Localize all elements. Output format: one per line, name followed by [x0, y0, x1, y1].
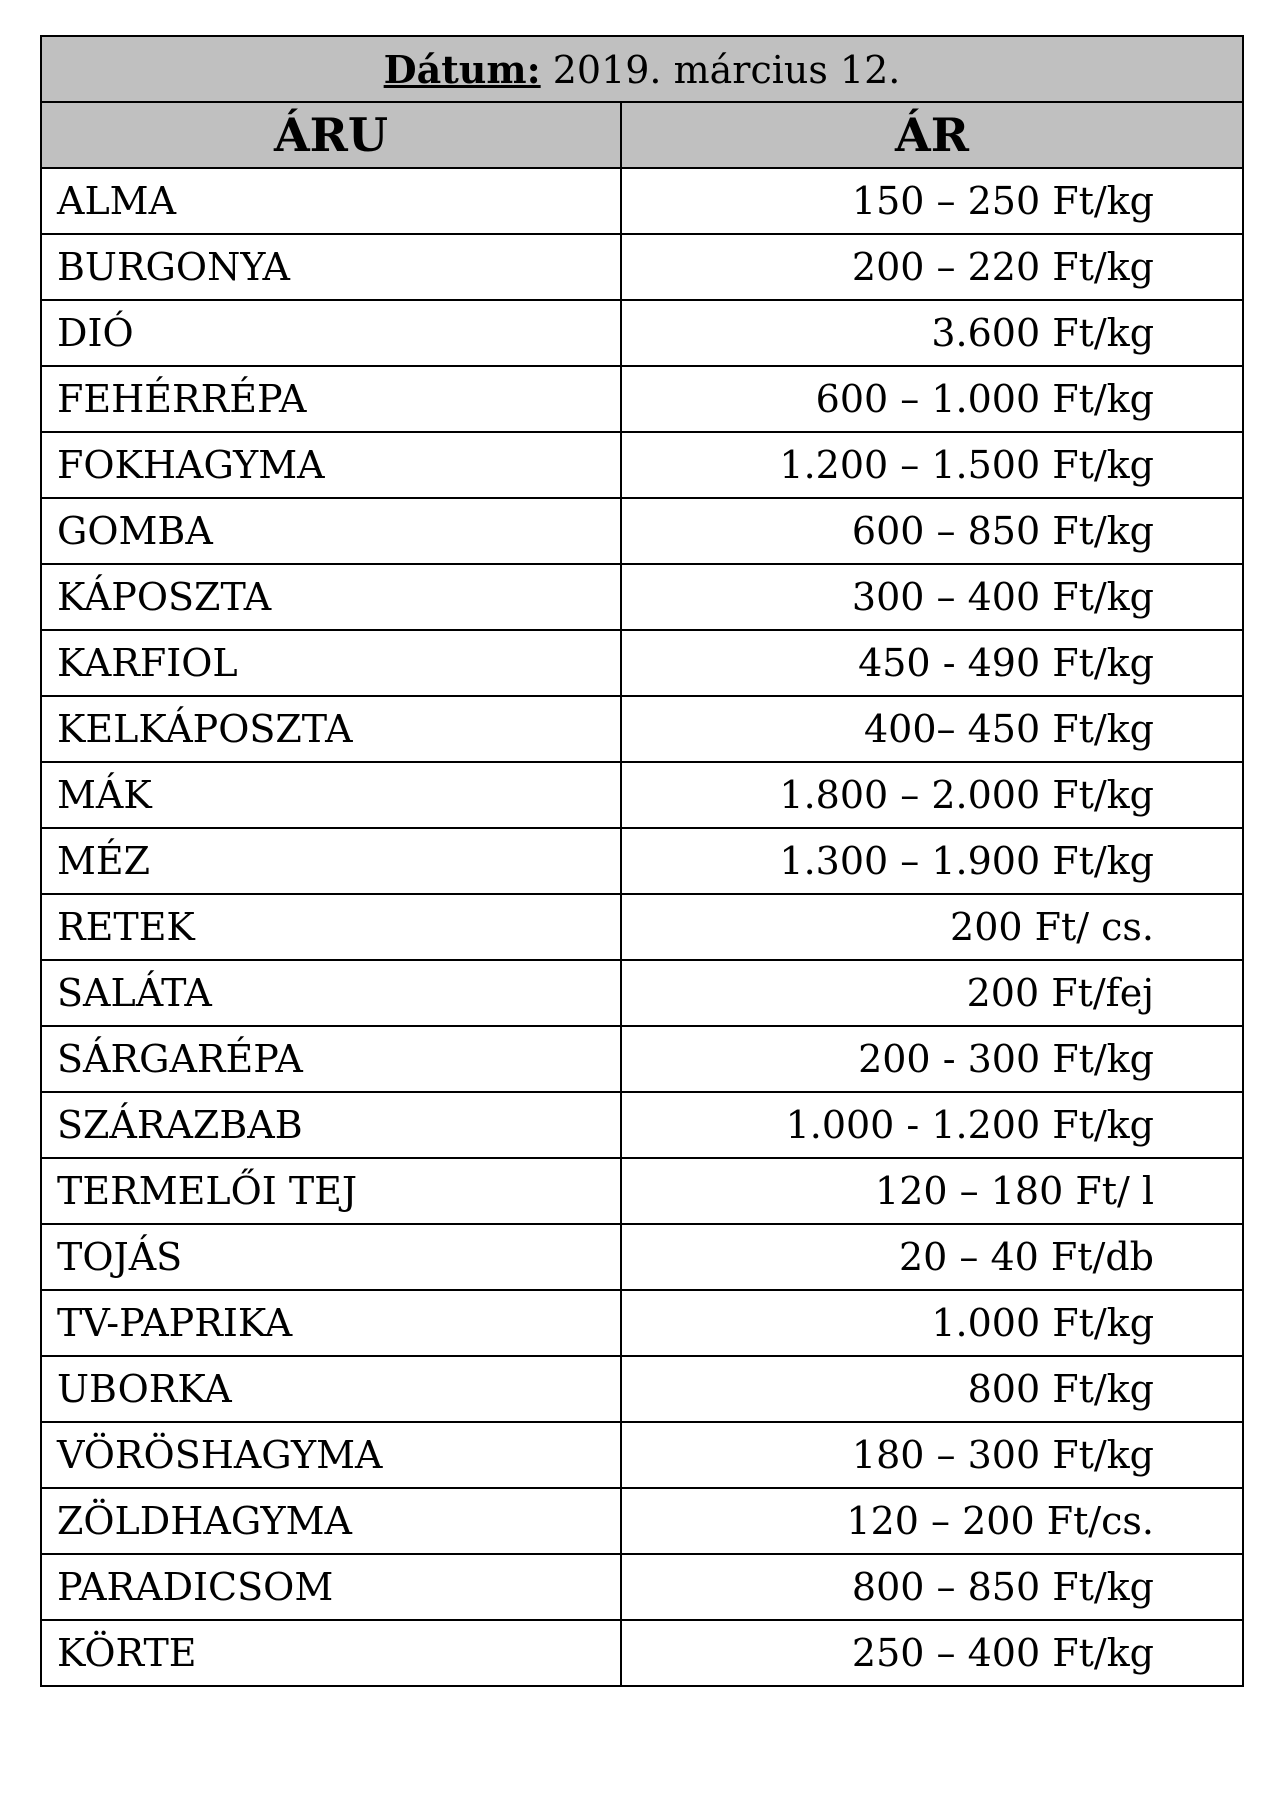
column-header-row: [41, 102, 1243, 168]
table-row: [41, 1092, 1243, 1158]
item-price: 800 – 850 Ft/kg: [621, 1554, 1243, 1620]
item-name: TV-PAPRIKA: [41, 1290, 621, 1356]
date-value: 2019. március 12.: [540, 47, 901, 92]
item-price: 400– 450 Ft/kg: [621, 696, 1243, 762]
table-row: [41, 894, 1243, 960]
item-name: KELKÁPOSZTA: [41, 696, 621, 762]
item-price: 200 - 300 Ft/kg: [621, 1026, 1243, 1092]
table-row: [41, 300, 1243, 366]
item-price: 1.000 Ft/kg: [621, 1290, 1243, 1356]
column-header-item: ÁRU: [41, 102, 621, 168]
item-price: 3.600 Ft/kg: [621, 300, 1243, 366]
item-name: SZÁRAZBAB: [41, 1092, 621, 1158]
item-name: ALMA: [41, 168, 621, 234]
item-price: 150 – 250 Ft/kg: [621, 168, 1243, 234]
table-row: [41, 1158, 1243, 1224]
table-row: [41, 828, 1243, 894]
item-name: KÖRTE: [41, 1620, 621, 1686]
table-row: [41, 564, 1243, 630]
item-name: UBORKA: [41, 1356, 621, 1422]
item-name: PARADICSOM: [41, 1554, 621, 1620]
table-row: [41, 1026, 1243, 1092]
item-price: 1.800 – 2.000 Ft/kg: [621, 762, 1243, 828]
table-row: [41, 1422, 1243, 1488]
table-body: [41, 168, 1243, 1686]
item-name: RETEK: [41, 894, 621, 960]
item-price: 600 – 1.000 Ft/kg: [621, 366, 1243, 432]
item-price: 600 – 850 Ft/kg: [621, 498, 1243, 564]
table-row: [41, 1620, 1243, 1686]
table-row: [41, 1554, 1243, 1620]
item-price: 120 – 200 Ft/cs.: [621, 1488, 1243, 1554]
item-price: 1.000 - 1.200 Ft/kg: [621, 1092, 1243, 1158]
item-name: TERMELŐI TEJ: [41, 1158, 621, 1224]
date-row: [41, 36, 1243, 102]
price-table: [40, 35, 1244, 1687]
item-price: 200 Ft/fej: [621, 960, 1243, 1026]
date-label: Dátum:: [383, 46, 541, 92]
item-price: 300 – 400 Ft/kg: [621, 564, 1243, 630]
item-price: 1.300 – 1.900 Ft/kg: [621, 828, 1243, 894]
item-price: 450 - 490 Ft/kg: [621, 630, 1243, 696]
table-row: [41, 498, 1243, 564]
item-price: 200 Ft/ cs.: [621, 894, 1243, 960]
item-price: 1.200 – 1.500 Ft/kg: [621, 432, 1243, 498]
item-name: DIÓ: [41, 300, 621, 366]
item-price: 800 Ft/kg: [621, 1356, 1243, 1422]
item-name: SALÁTA: [41, 960, 621, 1026]
table-row: [41, 1356, 1243, 1422]
item-name: FEHÉRRÉPA: [41, 366, 621, 432]
item-name: MÉZ: [41, 828, 621, 894]
table-row: [41, 960, 1243, 1026]
table-row: [41, 432, 1243, 498]
table-row: [41, 366, 1243, 432]
item-name: SÁRGARÉPA: [41, 1026, 621, 1092]
item-price: 200 – 220 Ft/kg: [621, 234, 1243, 300]
item-name: ZÖLDHAGYMA: [41, 1488, 621, 1554]
item-name: KÁPOSZTA: [41, 564, 621, 630]
table-row: [41, 1290, 1243, 1356]
item-name: GOMBA: [41, 498, 621, 564]
item-name: BURGONYA: [41, 234, 621, 300]
table-row: [41, 762, 1243, 828]
item-name: KARFIOL: [41, 630, 621, 696]
table-row: [41, 168, 1243, 234]
item-name: VÖRÖSHAGYMA: [41, 1422, 621, 1488]
table-row: [41, 696, 1243, 762]
item-price: 180 – 300 Ft/kg: [621, 1422, 1243, 1488]
item-price: 20 – 40 Ft/db: [621, 1224, 1243, 1290]
item-price: 250 – 400 Ft/kg: [621, 1620, 1243, 1686]
table-row: [41, 630, 1243, 696]
item-name: TOJÁS: [41, 1224, 621, 1290]
item-name: FOKHAGYMA: [41, 432, 621, 498]
column-header-price: ÁR: [621, 102, 1243, 168]
item-name: MÁK: [41, 762, 621, 828]
item-price: 120 – 180 Ft/ l: [621, 1158, 1243, 1224]
table-row: [41, 234, 1243, 300]
date-header: [41, 36, 1243, 102]
table-row: [41, 1488, 1243, 1554]
table-row: [41, 1224, 1243, 1290]
